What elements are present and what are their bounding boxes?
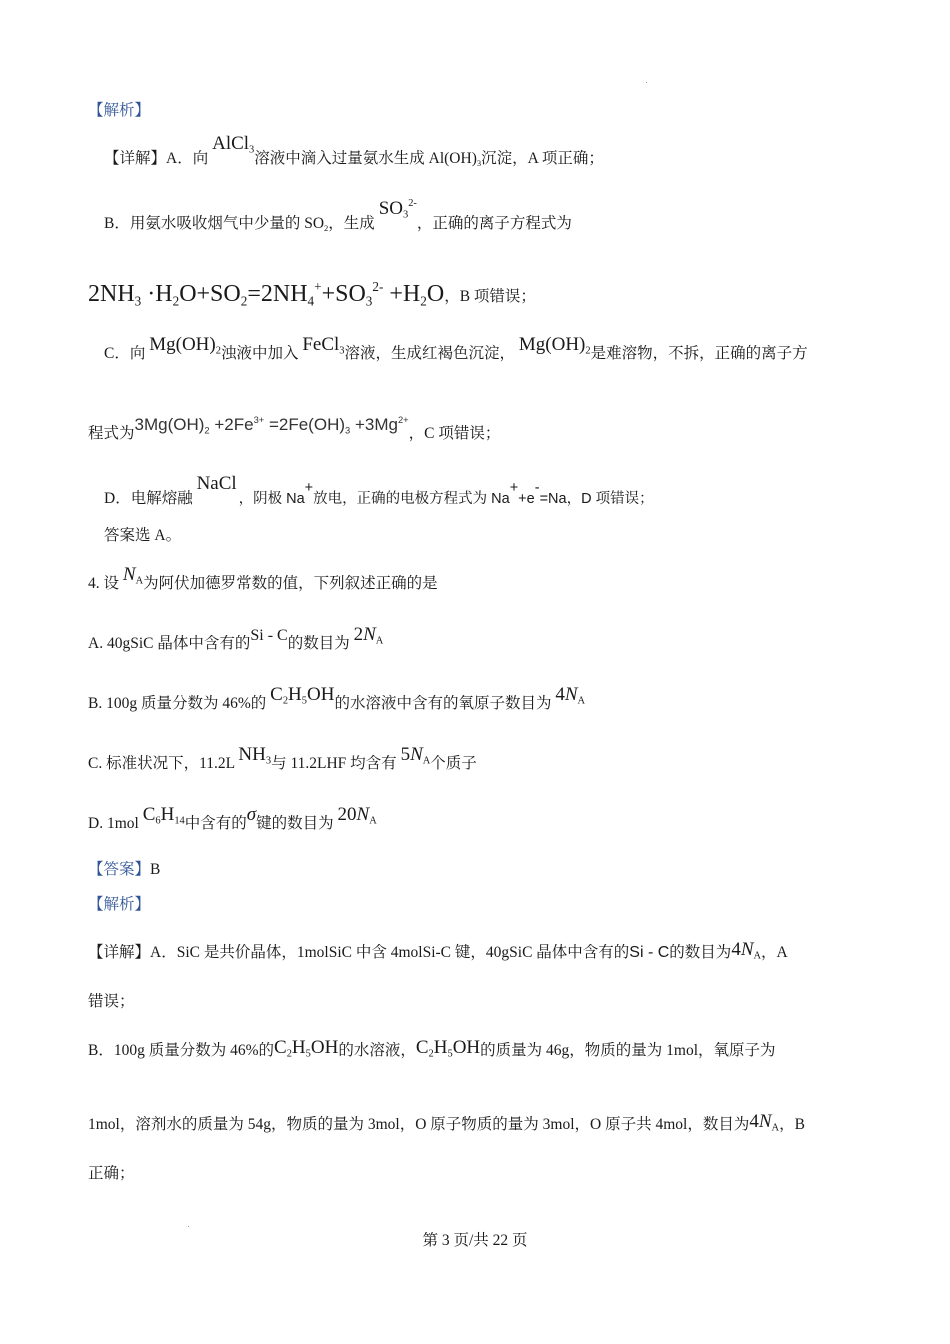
speck [188,1226,189,1227]
equation-formula: $2NH_3 \cdot H_2O+SO_2=2NH_4^++SO_3^{2-} +H_2O$ [88,279,445,309]
formula-c6h14: $C_6H_{14}$ [142,804,185,827]
sigma-symbol: σ [246,804,257,825]
formula-mgoh2: $Mg(OH)_2$ [518,334,591,357]
formula-c2h5oh: $C_2H_5OH$ [274,1037,339,1060]
detail-a-line: 【详解】A．向 AlCl$_3$溶液中滴入过量氨水生成 $Al(OH)_3$沉淀，A 项正确； [104,133,604,168]
symbol-na: $2N_A$ [353,624,384,647]
answer-choice-text: 答案选 A。 [104,527,182,544]
symbol-na: $4N_A$ [749,1111,780,1134]
ionic-equation-2: $3Mg(OH)_2 +2Fe^{3+} =2Fe(OH)_3 +3Mg^{2+}$ [134,415,409,436]
option-c: C. 标准状况下，11.2L $NH_3$与 11.2LHF 均含有 $5N_A$个质子 [88,744,477,772]
formula-so3-2minus: $SO_3^{2-}$ [378,197,417,221]
option-d: D. 1mol $C_6H_{14}$中含有的σ键的数目为 $20N_A$ [88,804,377,832]
detail2-a-line: 【详解】A．SiC 是共价晶体，1molSiC 中含 4molSi-C 键，40gSiC 晶体中含有的Si - C的数目为$4N_A$，A [88,939,788,962]
speck [646,82,647,83]
detail-tag: 【详解】 [104,150,167,167]
symbol-na: $5N_A$ [400,744,431,767]
answer-value: B [150,861,161,878]
detail2-b-line-3: 正确； [88,1165,135,1182]
answer-tag: 【答案】 [88,861,151,878]
formula-alcl3: AlCl$_3$ [212,133,255,156]
bond-si-c: Si - C [250,627,288,644]
detail-c-line: C．向 $Mg(OH)_2$浊液中加入 FeCl$_3$溶液，生成红褐色沉淀， $Mg(OH)_2$是难溶物，不拆，正确的离子方 [104,334,808,362]
detail-d-line: D．电解熔融 NaCl，阴极 Na+放电，正确的电极方程式为 Na++e-=Na，D 项错误； [104,472,654,507]
option-a: A. 40gSiC 晶体中含有的Si - C的数目为 $2N_A$ [88,624,384,652]
formula-nacl: NaCl [196,472,237,494]
formula-c2h5oh: $C_2H_5OH$ [415,1037,481,1060]
formula-mgoh2: $Mg(OH)_2$ [149,334,221,357]
symbol-na: $N_A$ [122,564,144,587]
symbol-na: $4N_A$ [731,939,762,962]
symbol-na: $4N_A$ [555,684,586,707]
page-footer: 第 3 页/共 22 页 [422,1232,528,1249]
detail2-b-line: B．100g 质量分数为 46%的$C_2H_5OH$的水溶液，$C_2H_5OH$的质量为 46g，物质的量为 1mol，氧原子为 [88,1037,776,1060]
question-4-stem: 4. 设 $N_A$为阿伏加德罗常数的值，下列叙述正确的是 [88,564,438,592]
detail-c-line-2: 程式为$3Mg(OH)_2 +2Fe^{3+} =2Fe(OH)_3 +3Mg^{2+}$，C 项错误； [88,415,501,442]
answer-line [88,860,160,880]
ionic-equation-1: $2NH_3 \cdot H_2O+SO_2=2NH_4^++SO_3^{2-} +H_2O$，B 项错误； [88,279,536,309]
symbol-na: $20N_A$ [337,804,377,827]
formula-c2h5oh: $C_2H_5OH$ [270,684,335,707]
option-b: B. 100g 质量分数为 46%的 $C_2H_5OH$的水溶液中含有的氧原子数目为 $4N_A$ [88,684,586,712]
detail2-b-line-2: 1mol，溶剂水的质量为 54g，物质的量为 3mol，O 原子物质的量为 3mol，O 原子共 4mol，数目为$4N_A$，B [88,1111,805,1134]
bond-si-c: Si - C [629,944,670,961]
analysis-tag: 【解析】 [88,102,151,119]
formula-fecl3: FeCl$_3$ [302,334,345,357]
analysis-tag-2: 【解析】 [88,896,151,913]
detail2-a-line-2: 错误； [88,993,135,1010]
detail-b-line: B．用氨水吸收烟气中少量的 $SO_2$，生成 $SO_3^{2-}$，正确的离子方程式为 [104,197,572,233]
formula-nh3: $NH_3$ [238,744,272,767]
